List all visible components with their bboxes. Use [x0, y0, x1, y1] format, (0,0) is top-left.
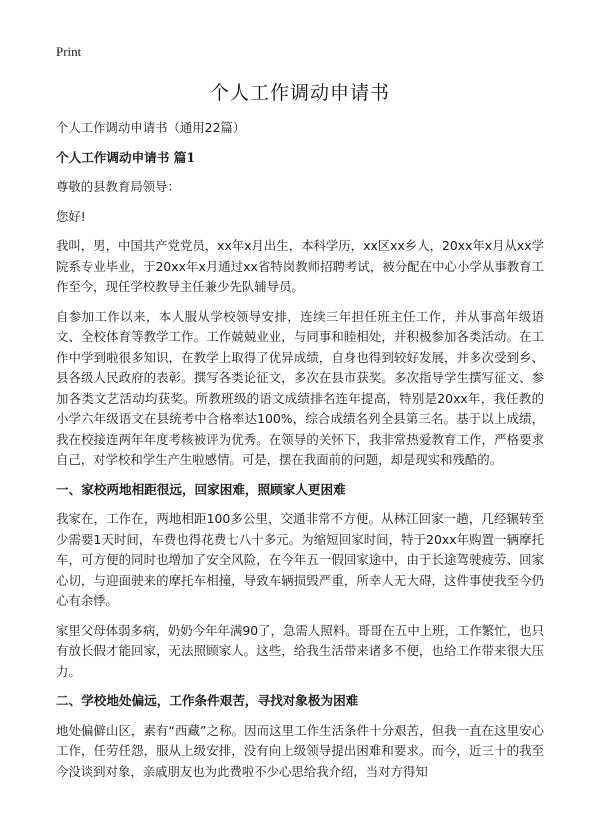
page-title: 个人工作调动申请书: [209, 82, 390, 104]
document-body: [56, 118, 544, 791]
section-heading-1: 一、家校两地相距很远，回家困难，照顾家人更困难: [56, 481, 346, 497]
section1-paragraph-2: 家里父母体弱多病，奶奶今年年满90了，急需人照料。哥哥在五中上班，工作繁忙，也只有放长假才能回家，无法照顾家人。这些，给我生活带来诸多不便，也给工作带来很大压力。: [56, 622, 544, 679]
paragraph-intro: 我叫，男，中国共产党党员，xx年x月出生，本科学历，xx区xx乡人，20xx年x月从xx学院系专业毕业，于20xx年x月通过xx省特岗教师招聘考试，被分配在中心小学从事教育工作至今，现任学校教导主任兼少先队辅导员。: [56, 238, 544, 294]
greeting: 您好!: [56, 208, 86, 224]
salutation: 尊敬的县教育局领导：: [56, 179, 180, 194]
document-subtitle: 个人工作调动申请书（通用22篇）: [56, 120, 246, 135]
section2-paragraph-1: 地处偏僻山区，素有“西藏”之称。因而这里工作生活条件十分艰苦，但我一直在这里安心工作，任劳任怨，服从上级安排，没有向上级领导提出困难和要求。而今，近三十的我至今没谈到对象，亲戚朋友也为此费啦不少心思给我介绍，当对方得知: [56, 722, 544, 779]
paragraph-work-history: 自参加工作以来，本人服从学校领导安排，连续三年担任班主任工作，并从事高年级语文、全校体育等教学工作。工作兢兢业业，与同事和睦相处，并积极参加各类活动。在工作中学到啦很多知识，在教学上取得了优异成绩，自身也得到较好发展，并多次受到乡、县各级人民政府的表彰。撰写各类论征文，多次在县市获奖。多次指导学生撰写征文、参加各类文艺活动均获奖。所教班级的语文成绩排名连年提高，特别是20xx年，我任教的小学六年级语文在县统考中合格率达100%，综合成绩名列全县第三名。基于以上成绩，我在校接连两年年度考核被评为优秀。在领导的关怀下，我非常热爱教育工作，严格要求自己，对学校和学生产生啦感情。可是，摆在我面前的问题，却是现实和残酷的。: [56, 308, 544, 467]
article-heading: 个人工作调动申请书 篇1: [56, 149, 196, 165]
print-link[interactable]: Print: [56, 44, 82, 59]
section-heading-2: 二、学校地处偏远，工作条件艰苦，寻找对象极为困难: [56, 693, 359, 708]
section1-paragraph-1: 我家在，工作在，两地相距100多公里，交通非常不方便。从林江回家一趟，几经辗转至少需要1天时间，车费也得花费七八十多元。为缩短回家时间，特于20xx年购置一辆摩托车，可方便的同时也增加了安全风险，在今年五一假回家途中，由于长途驾驶疲劳、回家心切，与迎面驶来的摩托车相撞，导致车辆损毁严重，所幸人无大碍，这件事使我至今仍心有余悸。: [56, 511, 544, 608]
